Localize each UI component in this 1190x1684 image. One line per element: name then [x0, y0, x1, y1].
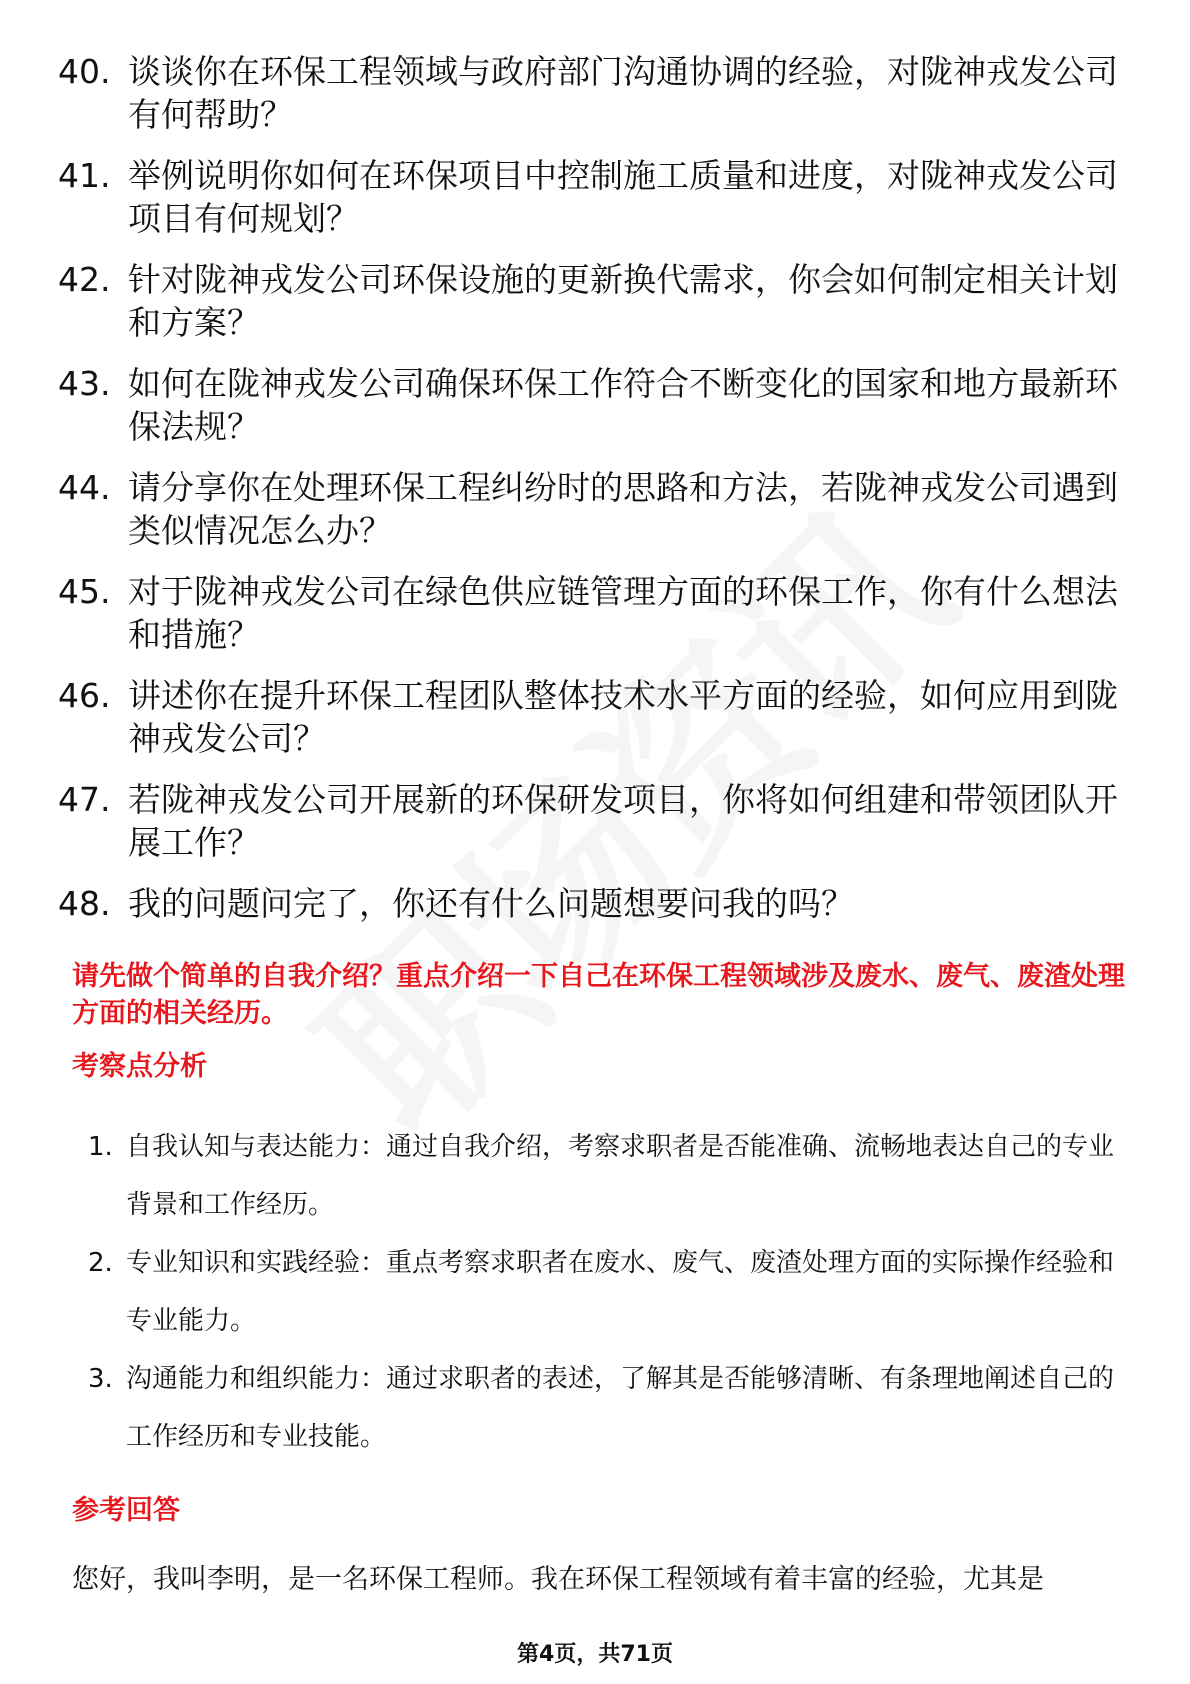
list-item: [88, 1350, 1118, 1466]
list-item: [58, 674, 1118, 760]
item-text: 专业知识和实践经验：重点考察求职者在废水、废气、废渣处理方面的实际操作经验和专业能力。: [126, 1248, 1115, 1336]
question-text: 讲述你在提升环保工程团队整体技术水平方面的经验，如何应用到陇神戎发公司？: [128, 676, 1118, 758]
list-item: [58, 570, 1118, 656]
question-number: 45.: [58, 572, 111, 611]
analysis-heading: 考察点分析: [72, 1051, 207, 1082]
question-number: 48.: [58, 884, 111, 923]
question-text: 如何在陇神戎发公司确保环保工作符合不断变化的国家和地方最新环保法规？: [128, 364, 1118, 446]
question-number: 43.: [58, 364, 111, 403]
item-number: 3.: [88, 1364, 113, 1394]
question-number: 41.: [58, 156, 111, 195]
highlight-question: 请先做个简单的自我介绍？重点介绍一下自己在环保工程领域涉及废水、废气、废渣处理方面的相关经历。: [72, 961, 1125, 1029]
question-list: [58, 50, 1118, 943]
page-number: 第4页，共71页: [517, 1642, 673, 1667]
question-text: 对于陇神戎发公司在绿色供应链管理方面的环保工作，你有什么想法和措施？: [128, 572, 1118, 654]
question-text: 举例说明你如何在环保项目中控制施工质量和进度，对陇神戎发公司项目有何规划？: [128, 156, 1118, 238]
list-item: [88, 1234, 1118, 1350]
question-text: 我的问题问完了，你还有什么问题想要问我的吗？: [128, 884, 854, 923]
list-item: [88, 1118, 1118, 1234]
list-item: [58, 50, 1118, 136]
item-number: 2.: [88, 1248, 113, 1278]
question-number: 42.: [58, 260, 111, 299]
question-text: 请分享你在处理环保工程纠纷时的思路和方法，若陇神戎发公司遇到类似情况怎么办？: [128, 468, 1118, 550]
item-text: 沟通能力和组织能力：通过求职者的表述，了解其是否能够清晰、有条理地阐述自己的工作经历和专业技能。: [126, 1364, 1115, 1452]
list-item: [58, 258, 1118, 344]
question-number: 47.: [58, 780, 111, 819]
list-item: [58, 154, 1118, 240]
answer-paragraph: 您好，我叫李明，是一名环保工程师。我在环保工程领域有着丰富的经验，尤其是: [72, 1564, 1044, 1595]
list-item: [58, 466, 1118, 552]
analysis-list: [88, 1118, 1118, 1466]
question-text: 谈谈你在环保工程领域与政府部门沟通协调的经验，对陇神戎发公司有何帮助？: [128, 52, 1118, 134]
question-number: 44.: [58, 468, 111, 507]
list-item: [58, 882, 1118, 925]
list-item: [58, 778, 1118, 864]
question-text: 若陇神戎发公司开展新的环保研发项目，你将如何组建和带领团队开展工作？: [128, 780, 1118, 862]
answer-heading: 参考回答: [72, 1495, 180, 1526]
list-item: [58, 362, 1118, 448]
item-text: 自我认知与表达能力：通过自我介绍，考察求职者是否能准确、流畅地表达自己的专业背景和工作经历。: [126, 1132, 1115, 1220]
question-number: 40.: [58, 52, 111, 91]
item-number: 1.: [88, 1132, 113, 1162]
question-number: 46.: [58, 676, 111, 715]
question-text: 针对陇神戎发公司环保设施的更新换代需求，你会如何制定相关计划和方案？: [128, 260, 1118, 342]
